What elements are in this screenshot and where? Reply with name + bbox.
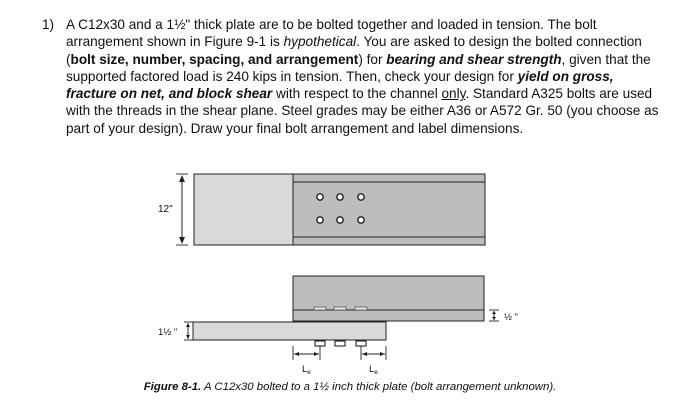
problem-number: 1): [42, 17, 55, 32]
bolt-nut: [335, 341, 345, 346]
bearing-emphasis: bearing and shear strength: [386, 51, 562, 67]
le-subscript: e: [374, 369, 378, 376]
figure-caption: [0, 381, 700, 393]
bolt-hole: [337, 217, 343, 223]
bolt-items-emphasis: bolt size, number, spacing, and arrangement: [70, 51, 359, 67]
bolt-head: [314, 307, 326, 310]
figure-description: A C12x30 bolted to a 1½ inch thick plate (bolt arrangement unknown).: [201, 381, 557, 393]
plate-elevation: [193, 322, 386, 340]
channel-web-elevation: [293, 276, 484, 310]
bolt-hole: [358, 217, 364, 223]
arrow-up-icon: [492, 311, 496, 314]
arrow-left-icon: [362, 352, 367, 356]
arrow-up-icon: [186, 323, 190, 327]
arrow-down-icon: [186, 335, 190, 339]
arrow-down-icon: [179, 237, 185, 244]
arrow-up-icon: [179, 175, 185, 182]
yield-emphasis: yield on gross, fracture on net, and block shear: [66, 68, 614, 102]
channel-plan: [293, 174, 485, 245]
le-symbol: L: [302, 364, 308, 375]
channel-flange-elevation: [293, 310, 484, 321]
edge-distance-left: [293, 346, 320, 376]
flange-thickness-dimension: [489, 310, 518, 323]
problem-text-part-4: , given that the supported factored load is 240 kips in tension. Then, check your design for: [66, 51, 651, 84]
le-label-right: [369, 364, 378, 376]
arrow-right-icon: [380, 352, 385, 356]
elevation-view: [158, 276, 518, 376]
hypothetical-emphasis: hypothetical: [283, 34, 357, 50]
flange-thickness-label: ½ ": [504, 312, 518, 323]
problem-text-part-6: . Standard A325 bolts are used with the threads in the shear plane. Steel grades may be either A36 or A572 Gr. 50 (you choose as part of your design). Draw your final bolt arrangement and label dimensions.: [66, 86, 659, 136]
arrow-left-icon: [294, 352, 299, 356]
arrow-down-icon: [492, 317, 496, 320]
bolt-head: [334, 307, 346, 310]
bolt-hole: [358, 194, 364, 200]
edge-distance-right: [361, 346, 386, 376]
dimension-12-label: 12": [158, 204, 173, 215]
bolt-nut: [315, 341, 325, 346]
plate-thickness-dimension: [158, 322, 193, 340]
le-symbol: L: [369, 364, 375, 375]
problem-text-part-5: with respect to the channel: [272, 86, 442, 102]
problem-text-part-1: A C12x30 and a 1½" thick plate are to be bolted together and loaded in tension. The bolt arrangement shown in Figure 9-1 is: [66, 17, 597, 50]
bolt-hole: [317, 217, 323, 223]
bolt-hole: [317, 194, 323, 200]
plan-view: [158, 174, 485, 245]
width-dimension: [158, 174, 188, 245]
bolt-nut: [356, 341, 366, 346]
le-label-left: [302, 364, 311, 376]
plate-thickness-label: 1½ ": [158, 327, 178, 338]
only-emphasis: only: [441, 86, 466, 102]
le-subscript: e: [307, 369, 311, 376]
figure-label: Figure 8-1.: [143, 381, 202, 393]
bolt-head: [355, 307, 367, 310]
problem-text-part-2: . You are asked to design the bolted connection (: [66, 34, 642, 67]
arrow-right-icon: [314, 352, 319, 356]
bolt-hole: [337, 194, 343, 200]
problem-text-part-3: ) for: [358, 51, 387, 67]
